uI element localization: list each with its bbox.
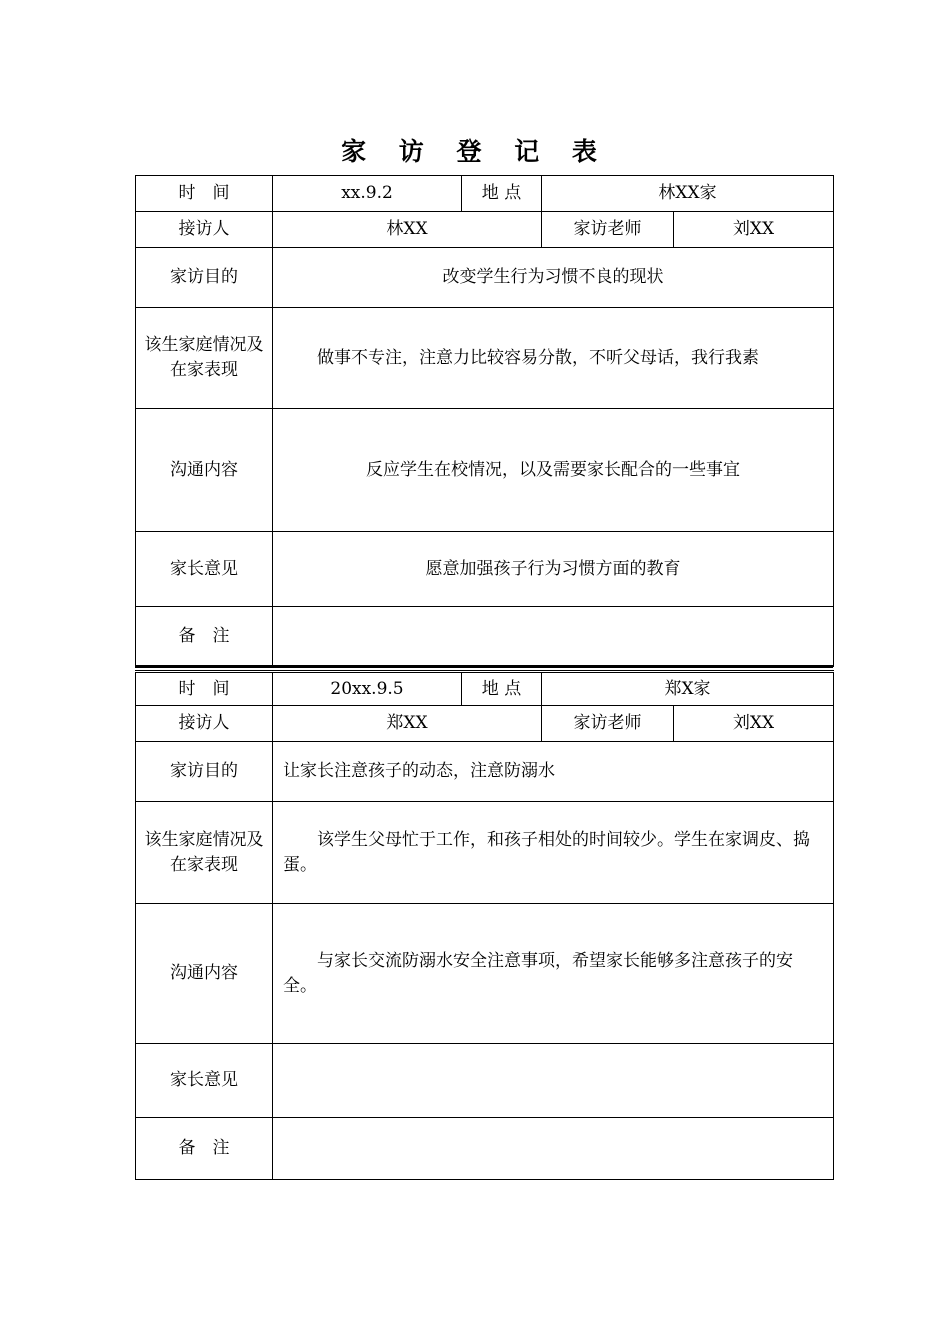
value-purpose: 改变学生行为习惯不良的现状 <box>273 248 834 308</box>
row-parent-opinion <box>136 1044 834 1118</box>
record-separator <box>135 665 833 668</box>
label-family: 该生家庭情况及在家表现 <box>136 308 273 409</box>
value-visitee: 林XX <box>273 212 542 248</box>
label-teacher: 家访老师 <box>542 706 674 742</box>
label-communication: 沟通内容 <box>136 409 273 532</box>
row-family <box>136 802 834 904</box>
value-remarks <box>273 607 834 667</box>
visit-record-table-1 <box>135 175 834 667</box>
row-visitee-teacher <box>136 212 834 248</box>
label-parent-opinion: 家长意见 <box>136 532 273 607</box>
value-time: 20xx.9.5 <box>273 672 462 706</box>
row-communication <box>136 904 834 1044</box>
value-communication: 反应学生在校情况，以及需要家长配合的一些事宜 <box>273 409 834 532</box>
label-remarks: 备 注 <box>136 607 273 667</box>
label-purpose: 家访目的 <box>136 248 273 308</box>
row-purpose <box>136 248 834 308</box>
row-family <box>136 308 834 409</box>
label-communication: 沟通内容 <box>136 904 273 1044</box>
value-teacher: 刘XX <box>674 706 834 742</box>
value-remarks <box>273 1118 834 1180</box>
label-teacher: 家访老师 <box>542 212 674 248</box>
page-title: 家 访 登 记 表 <box>341 137 609 166</box>
label-parent-opinion: 家长意见 <box>136 1044 273 1118</box>
row-remarks <box>136 1118 834 1180</box>
value-parent-opinion <box>273 1044 834 1118</box>
value-purpose: 让家长注意孩子的动态，注意防溺水 <box>273 742 834 802</box>
label-visitee: 接访人 <box>136 706 273 742</box>
value-visitee: 郑XX <box>273 706 542 742</box>
row-parent-opinion <box>136 532 834 607</box>
label-remarks: 备 注 <box>136 1118 273 1180</box>
value-communication: 与家长交流防溺水安全注意事项，希望家长能够多注意孩子的安全。 <box>273 904 834 1044</box>
label-place: 地 点 <box>462 176 542 212</box>
row-remarks <box>136 607 834 667</box>
label-time: 时 间 <box>136 176 273 212</box>
label-time: 时 间 <box>136 672 273 706</box>
label-family: 该生家庭情况及在家表现 <box>136 802 273 904</box>
row-purpose <box>136 742 834 802</box>
visit-record-table-2 <box>135 670 834 1180</box>
value-teacher: 刘XX <box>674 212 834 248</box>
value-family: 做事不专注，注意力比较容易分散，不听父母话，我行我素 <box>273 308 834 409</box>
row-communication <box>136 409 834 532</box>
value-family: 该学生父母忙于工作，和孩子相处的时间较少。学生在家调皮、捣蛋。 <box>273 802 834 904</box>
row-visitee-teacher <box>136 706 834 742</box>
row-time-place <box>136 672 834 706</box>
label-place: 地 点 <box>462 672 542 706</box>
value-place: 林XX家 <box>542 176 834 212</box>
value-parent-opinion: 愿意加强孩子行为习惯方面的教育 <box>273 532 834 607</box>
label-visitee: 接访人 <box>136 212 273 248</box>
value-place: 郑X家 <box>542 672 834 706</box>
value-time: xx.9.2 <box>273 176 462 212</box>
label-purpose: 家访目的 <box>136 742 273 802</box>
row-time-place <box>136 176 834 212</box>
